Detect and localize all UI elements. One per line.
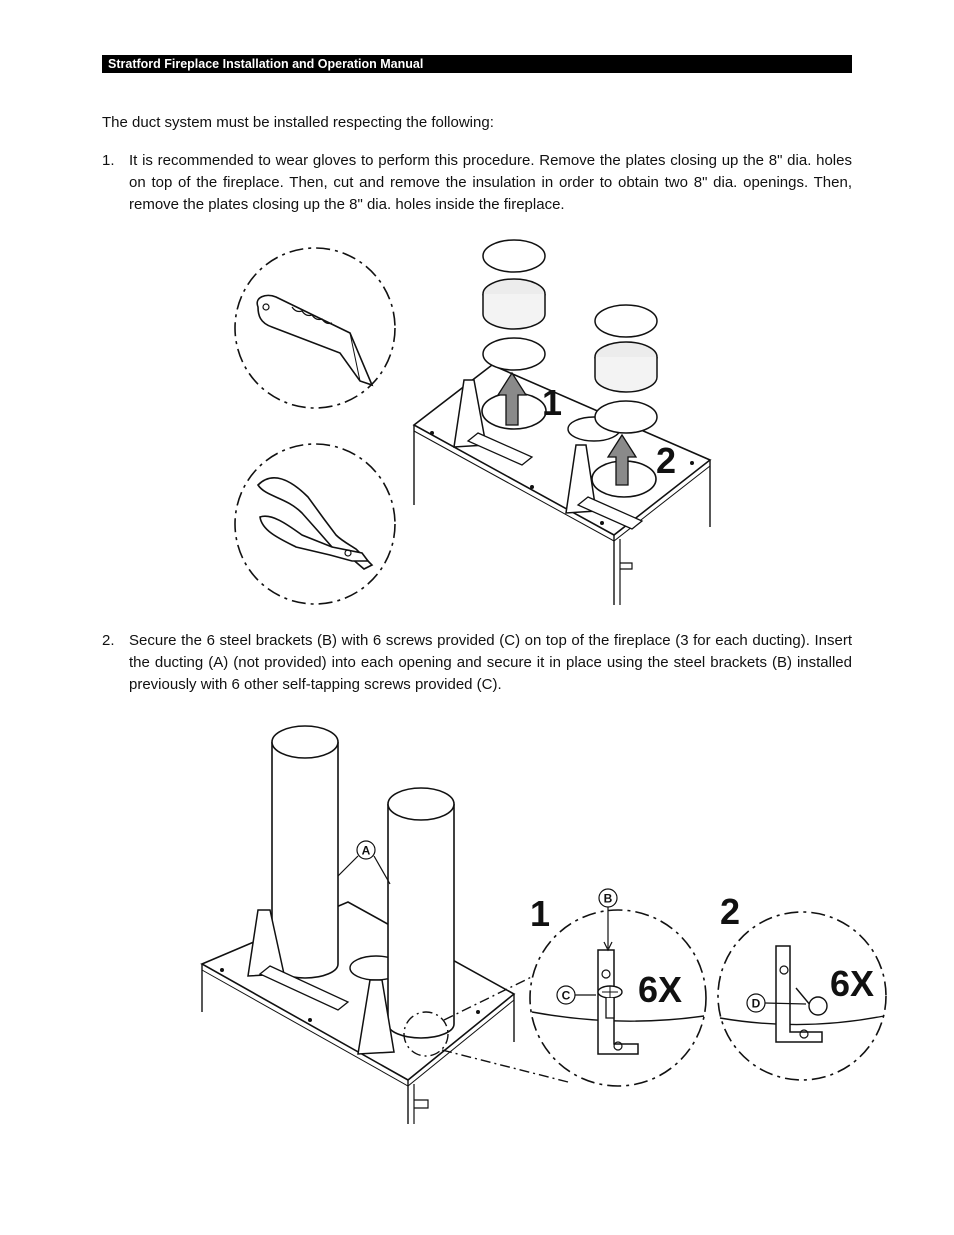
pliers-icon — [235, 444, 395, 604]
step-2-text: Secure the 6 steel brackets (B) with 6 screws provided (C) on top of the fireplace (3 for each ducting). Insert the ducting (A) (not provided) into each opening and secure it in place using the steel brackets (B) installed previously with 6 other self-tapping screws provided (C). — [129, 632, 852, 693]
qty-2: 6X — [830, 963, 875, 1004]
label-a: A — [361, 843, 371, 858]
figure1-callout-1: 1 — [542, 382, 563, 423]
fireplace-with-ducts-illustration — [202, 726, 568, 1124]
step-2-number: 2. — [102, 632, 115, 649]
label-c: C — [561, 988, 571, 1003]
step-2 — [102, 630, 852, 696]
figure2-callout-1: 1 — [530, 893, 551, 934]
figure-remove-plates — [232, 235, 722, 607]
step-1 — [102, 150, 852, 216]
step-1-text: It is recommended to wear gloves to perform this procedure. Remove the plates closing up the 8" dia. holes on top of the fireplace. Then, cut and remove the insulation in order to obtain two 8" dia. openings. Then, remove the plates closing up the 8" dia. holes inside the fireplace. — [129, 152, 852, 213]
figure2-callout-2: 2 — [720, 891, 741, 932]
step-1-number: 1. — [102, 152, 115, 169]
intro-text: The duct system must be installed respecting the following: — [102, 114, 494, 131]
label-d: D — [751, 996, 761, 1011]
figure-install-ducting — [198, 712, 894, 1126]
qty-1: 6X — [638, 969, 683, 1010]
utility-knife-icon — [235, 248, 395, 408]
document-header: Stratford Fireplace Installation and Operation Manual — [102, 55, 852, 73]
figure1-callout-2: 2 — [656, 440, 677, 481]
label-b: B — [603, 891, 613, 906]
